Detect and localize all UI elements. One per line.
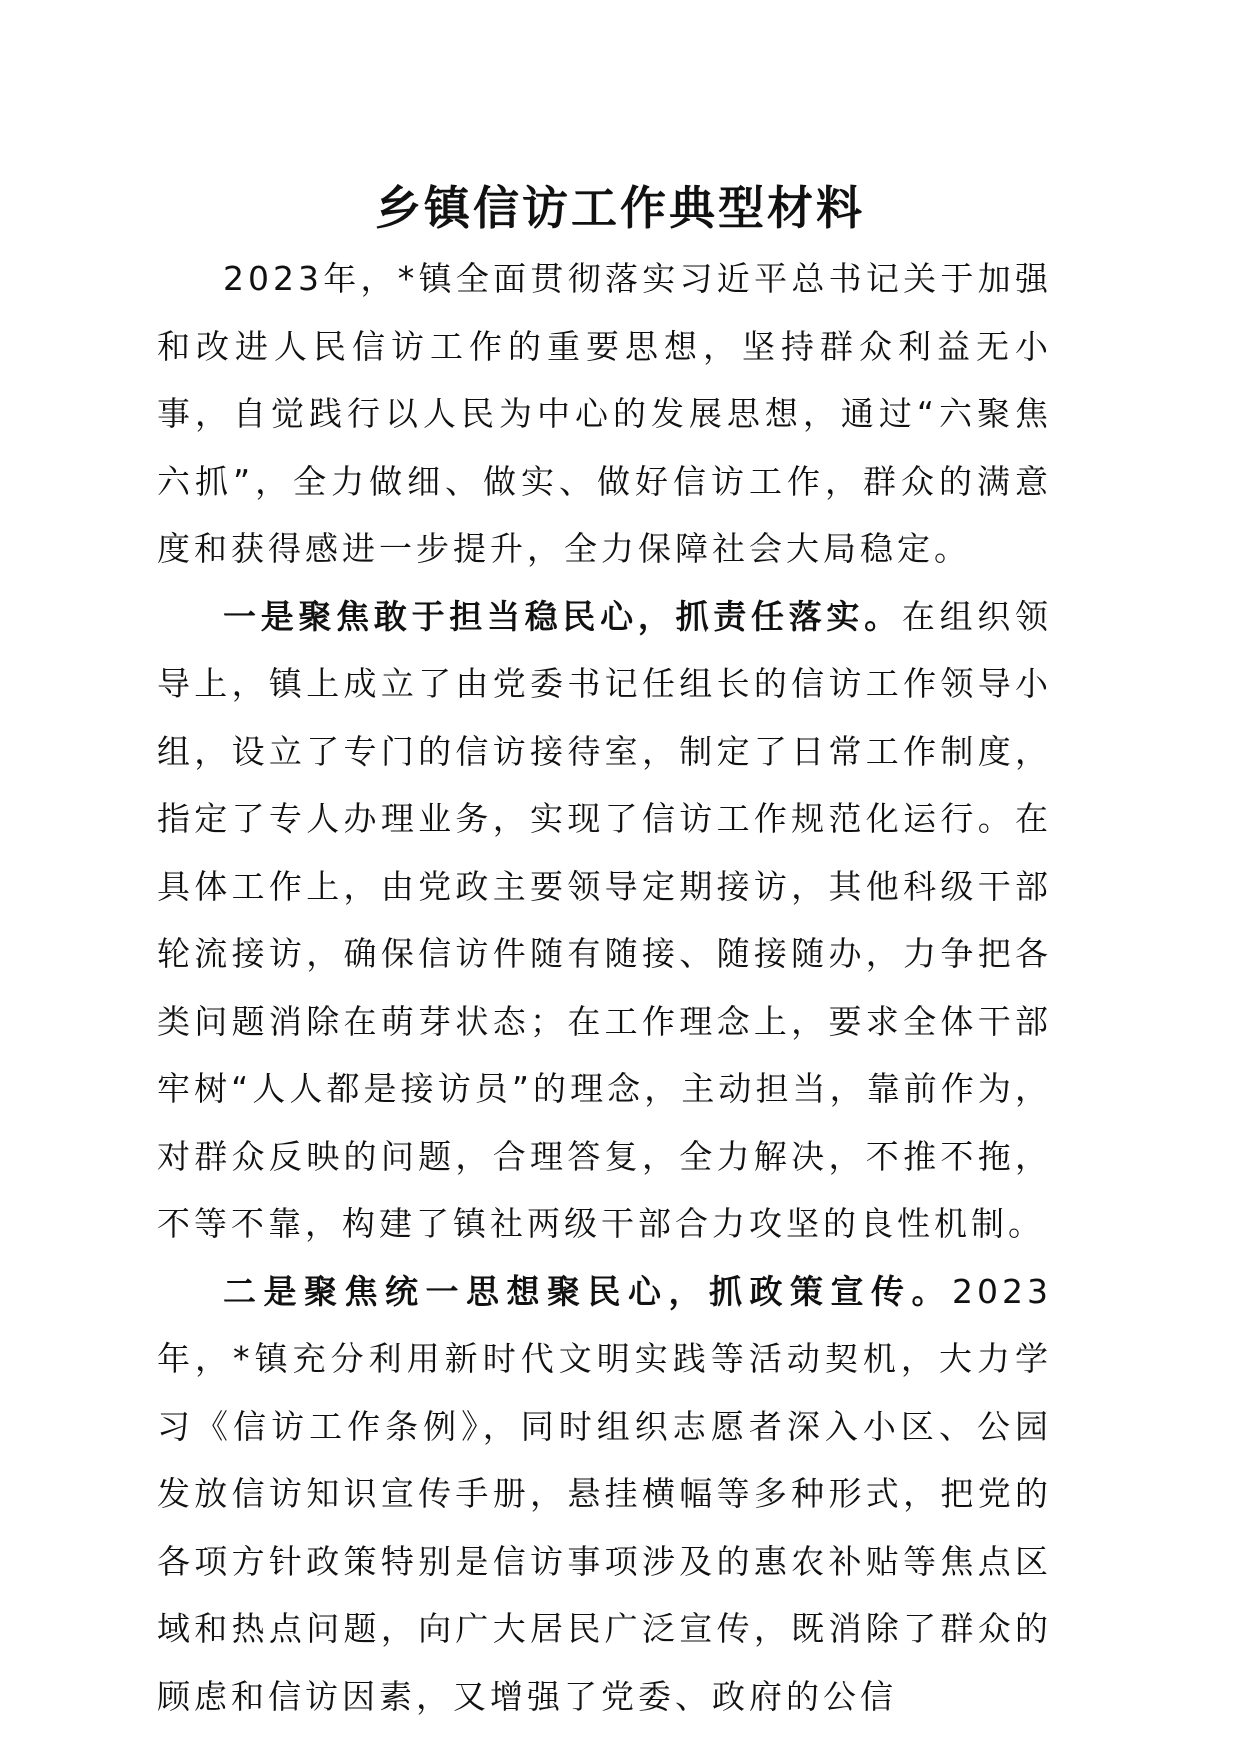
document-title: 乡镇信访工作典型材料 — [375, 181, 865, 235]
paragraph-text: 在组织领导上，镇上成立了由党委书记任组长的信访工作领导小组，设立了专门的信访接待室，制定了日常工作制度，指定了专人办理业务，实现了信访工作规范化运行。在具体工作上，由党政主要领导定期接访，其他科级干部轮流接访，确保信访件随有随接、随接随办，力争把各类问题消除在萌芽状态；在工作理念上，要求全体干部牢树“人人都是接访员”的理念，主动担当，靠前作为，对群众反映的问题，合理答复，全力解决，不推不拖，不等不靠，构建了镇社两级干部合力攻坚的良性机制。 — [157, 596, 1053, 1243]
paragraph-text: 2023年，*镇全面贯彻落实习近平总书记关于加强和改进人民信访工作的重要思想，坚持群众利益无小事，自觉践行以人民为中心的发展思想，通过“六聚焦六抓”，全力做细、做实、做好信访工作，群众的满意度和获得感进一步提升，全力保障社会大局稳定。 — [157, 259, 1052, 568]
paragraph-lead: 一是聚焦敢于担当稳民心，抓责任落实。 — [223, 596, 902, 636]
paragraph-section-2 — [157, 1258, 1052, 1731]
paragraph-text: 2023年，*镇充分利用新时代文明实践等活动契机，大力学习《信访工作条例》，同时组织志愿者深入小区、公园发放信访知识宣传手册，悬挂横幅等多种形式，把党的各项方针政策特别是信访事项涉及的惠农补贴等焦点区域和热点问题，向广大居民广泛宣传，既消除了群众的顾虑和信访因素，又增强了党委、政府的公信 — [157, 1271, 1052, 1716]
document-body — [157, 245, 1052, 1730]
paragraph-lead: 二是聚焦统一思想聚民心，抓政策宣传。 — [223, 1271, 953, 1311]
paragraph-intro — [157, 245, 1052, 583]
paragraph-section-1 — [157, 583, 1052, 1258]
